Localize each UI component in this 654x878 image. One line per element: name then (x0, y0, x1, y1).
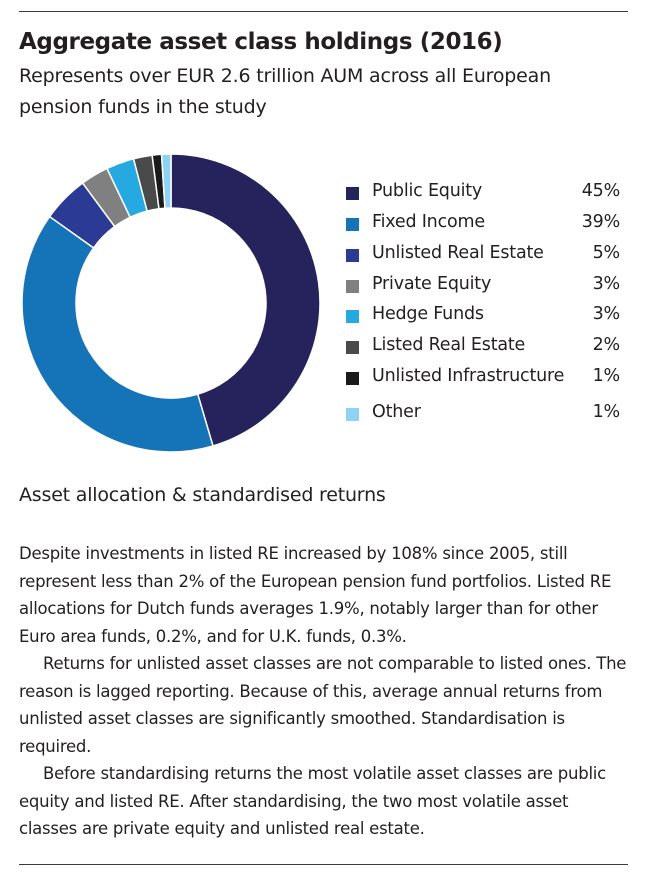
legend-label: Unlisted Real Estate (372, 243, 544, 263)
legend-label: Listed Real Estate (372, 335, 526, 355)
legend-item (344, 273, 624, 297)
legend-item (344, 211, 624, 235)
legend-value: 1% (592, 366, 620, 386)
legend-value: 3% (592, 274, 620, 294)
section-heading: Asset allocation & standardised returns (19, 484, 386, 506)
legend-item (344, 334, 624, 358)
paragraph-1: Despite investments in listed RE increased by 108% since 2005, still represent less than 2% of the European pension fund portfolios. Listed RE allocations for Dutch funds averages 1.9%, notably larger than for other Euro area funds, 0.2%, and for U.K. funds, 0.3%. (19, 544, 612, 646)
legend-value: 1% (592, 402, 620, 422)
top-rule (19, 11, 628, 12)
legend-value: 5% (592, 243, 620, 263)
legend-swatch (346, 249, 359, 262)
legend-swatch (346, 187, 359, 200)
legend-label: Unlisted Infrastructure (372, 366, 565, 386)
legend-swatch (346, 310, 359, 323)
legend-label: Hedge Funds (372, 304, 484, 324)
legend-value: 39% (581, 212, 620, 232)
legend-swatch (346, 341, 359, 354)
legend-label: Fixed Income (372, 212, 485, 232)
legend-item (344, 242, 624, 266)
legend-label: Private Equity (372, 274, 492, 294)
paragraph-2: Returns for unlisted asset classes are not comparable to listed ones. The reason is lagged reporting. Because of this, average annual returns from unlisted asset classes are significantly smoothed. Standardisation is required. (19, 654, 627, 756)
legend-swatch (346, 280, 359, 293)
legend-value: 3% (592, 304, 620, 324)
donut-slices (22, 154, 320, 452)
legend-item (344, 365, 624, 389)
legend-value: 2% (592, 335, 620, 355)
legend-item (344, 180, 624, 204)
paragraph-3: Before standardising returns the most volatile asset classes are public equity and listed RE. After standardising, the two most volatile asset classes are private equity and unlisted real estate. (19, 764, 606, 838)
legend-label: Other (372, 402, 421, 422)
donut-slice-fixed-income (22, 217, 213, 452)
legend-item (344, 303, 624, 327)
chart-title: Aggregate asset class holdings (2016) (19, 29, 503, 55)
donut-chart (16, 148, 326, 458)
bottom-rule (19, 864, 628, 865)
legend-label: Public Equity (372, 181, 483, 201)
chart-subtitle: Represents over EUR 2.6 trillion AUM across all European pension funds in the study (19, 65, 551, 118)
legend-item (344, 401, 624, 425)
legend-swatch (346, 218, 359, 231)
legend-swatch (346, 372, 359, 385)
body-text (19, 540, 629, 843)
legend-swatch (346, 408, 359, 421)
legend-value: 45% (581, 181, 620, 201)
